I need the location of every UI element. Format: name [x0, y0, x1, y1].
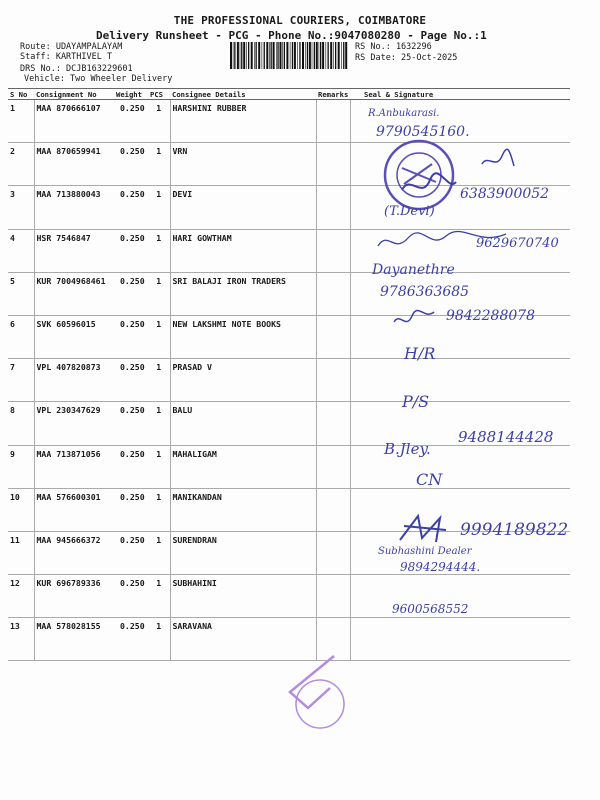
table-row: [8, 186, 570, 229]
col-header-remarks: Remarks: [318, 89, 349, 99]
company-title: THE PROFESSIONAL COURIERS, COIMBATORE: [173, 14, 427, 27]
cell-weight: 0.250: [114, 359, 148, 402]
barcode-bar: [273, 42, 275, 69]
cell-weight: 0.250: [114, 186, 148, 229]
cell-weight: 0.250: [114, 100, 148, 143]
cell-consignee: HARSHINI RUBBER: [170, 100, 316, 143]
cell-signature: [350, 186, 570, 229]
cell-consignment-no: MAA 576600301: [34, 488, 114, 531]
barcode-bar: [341, 42, 342, 69]
cell-consignment-no: KUR 7004968461: [34, 272, 114, 315]
drs-number: DRS No.: DCJB163229601: [20, 64, 133, 74]
cell-signature: [350, 100, 570, 143]
barcode-bar: [307, 42, 308, 69]
signature-name-5: Dayanethre: [372, 262, 455, 278]
cell-signature: [350, 618, 570, 661]
cell-consignment-no: MAA 713880043: [34, 186, 114, 229]
cell-sno: 9: [8, 445, 34, 488]
barcode-bar: [233, 42, 234, 69]
barcode-bar: [320, 42, 321, 69]
cell-remarks: [316, 402, 350, 445]
cell-sno: 4: [8, 229, 34, 272]
barcode-bar: [294, 42, 296, 69]
signature-phone-3: 6383900052: [460, 186, 550, 202]
cell-remarks: [316, 186, 350, 229]
cell-signature: [350, 531, 570, 574]
barcode-bar: [264, 42, 265, 69]
cell-sno: 2: [8, 143, 34, 186]
cell-consignment-no: VPL 407820873: [34, 359, 114, 402]
barcode-bar: [333, 42, 334, 69]
table-row: [8, 100, 570, 143]
barcode-bar: [248, 42, 249, 69]
cell-remarks: [316, 618, 350, 661]
bottom-stamp: [268, 652, 378, 732]
table-row: [8, 531, 570, 574]
cell-remarks: [316, 143, 350, 186]
col-header-pcs: PCS: [148, 89, 170, 100]
barcode-bar: [282, 42, 283, 69]
signature-name-9: B.Jley.: [384, 440, 431, 458]
signature-name-3: (T.Devi): [384, 204, 435, 219]
cell-sno: 3: [8, 186, 34, 229]
cell-signature: [350, 488, 570, 531]
cell-consignee: SARAVANA: [170, 618, 316, 661]
cell-signature: [350, 143, 570, 186]
cell-weight: 0.250: [114, 575, 148, 618]
signature-phone-9: 9488144428: [458, 428, 554, 446]
cell-consignee: SURENDRAN: [170, 531, 316, 574]
table-row: [8, 575, 570, 618]
barcode-bar: [258, 42, 260, 69]
barcode-bar: [290, 42, 291, 69]
cell-remarks: [316, 100, 350, 143]
cell-pcs: 1: [148, 100, 170, 143]
cell-consignee: MANIKANDAN: [170, 488, 316, 531]
barcode-bar: [319, 42, 320, 69]
barcode-bar: [343, 42, 344, 69]
cell-pcs: 1: [148, 229, 170, 272]
cell-signature: [350, 315, 570, 358]
cell-signature: [350, 359, 570, 402]
cell-consignment-no: MAA 713871056: [34, 445, 114, 488]
cell-sno: 5: [8, 272, 34, 315]
cell-sno: 13: [8, 618, 34, 661]
barcode-bar: [302, 42, 304, 69]
cell-remarks: [316, 315, 350, 358]
cell-sno: 8: [8, 402, 34, 445]
rs-date: RS Date: 25-Oct-2025: [355, 53, 458, 63]
cell-consignee: DEVI: [170, 186, 316, 229]
table-row: [8, 402, 570, 445]
col-header-signature: Seal & Signature: [350, 89, 570, 100]
barcode-bar: [284, 42, 285, 69]
signature-phone-5: 9786363685: [380, 284, 470, 300]
barcode-bar: [237, 42, 239, 69]
cell-signature: [350, 272, 570, 315]
cell-sno: 1: [8, 100, 34, 143]
barcode-bar: [316, 42, 318, 69]
barcode-bar: [326, 42, 327, 69]
cell-weight: 0.250: [114, 315, 148, 358]
cell-consignment-no: MAA 870659941: [34, 143, 114, 186]
cell-signature: [350, 402, 570, 445]
cell-pcs: 1: [148, 575, 170, 618]
cell-consignment-no: VPL 230347629: [34, 402, 114, 445]
cell-remarks: [316, 272, 350, 315]
cell-consignee: SRI BALAJI IRON TRADERS: [170, 272, 316, 315]
barcode-bar: [330, 42, 332, 69]
cell-consignment-no: MAA 578028155: [34, 618, 114, 661]
barcode-bar: [335, 42, 336, 69]
cell-pcs: 1: [148, 445, 170, 488]
cell-signature: [350, 575, 570, 618]
cell-weight: 0.250: [114, 618, 148, 661]
barcode-bar: [234, 42, 235, 69]
cell-consignment-no: KUR 696789336: [34, 575, 114, 618]
cell-remarks: [316, 359, 350, 402]
barcode-bar: [309, 42, 311, 69]
barcode-bar: [322, 42, 324, 69]
signature-phone-4: 9629670740: [476, 236, 559, 251]
cell-remarks: [316, 445, 350, 488]
table-row: [8, 229, 570, 272]
barcode: [230, 42, 350, 69]
runsheet-subtitle: Delivery Runsheet - PCG - Phone No.:9047080280 - Page No.:1: [96, 29, 487, 42]
cell-pcs: 1: [148, 531, 170, 574]
cell-weight: 0.250: [114, 531, 148, 574]
table-row: [8, 445, 570, 488]
barcode-bar: [254, 42, 255, 69]
barcode-bar: [312, 42, 313, 69]
barcode-bar: [286, 42, 288, 69]
cell-pcs: 1: [148, 402, 170, 445]
barcode-bar: [240, 42, 241, 69]
cell-weight: 0.250: [114, 229, 148, 272]
barcode-bar: [276, 42, 277, 69]
cell-sno: 10: [8, 488, 34, 531]
barcode-bar: [338, 42, 340, 69]
signature-note-7: H/R: [404, 344, 436, 363]
cell-consignee: MAHALIGAM: [170, 445, 316, 488]
cell-consignee: NEW LAKSHMI NOTE BOOKS: [170, 315, 316, 358]
cell-weight: 0.250: [114, 272, 148, 315]
barcode-bar: [266, 42, 268, 69]
cell-pcs: 1: [148, 272, 170, 315]
table-row: [8, 618, 570, 661]
col-header-weight: Weight: [114, 89, 148, 100]
table-row: [8, 359, 570, 402]
signature-note-8: P/S: [402, 392, 430, 411]
signature-phone-11: 9994189822: [460, 520, 569, 540]
cell-pcs: 1: [148, 618, 170, 661]
cell-consignee: BALU: [170, 402, 316, 445]
cell-consignment-no: MAA 870666107: [34, 100, 114, 143]
barcode-bar: [280, 42, 282, 69]
cell-consignment-no: MAA 945666372: [34, 531, 114, 574]
rs-number: RS No.: 1632296: [355, 42, 432, 52]
cell-consignment-no: SVK 60596015: [34, 315, 114, 358]
barcode-bar: [262, 42, 263, 69]
barcode-bar: [251, 42, 253, 69]
vehicle-label: Vehicle: Two Wheeler Delivery: [24, 74, 173, 84]
cell-remarks: [316, 575, 350, 618]
barcode-bar: [305, 42, 306, 69]
cell-remarks: [316, 531, 350, 574]
cell-pcs: 1: [148, 186, 170, 229]
cell-weight: 0.250: [114, 402, 148, 445]
signature-phone-6: 9842288078: [446, 308, 536, 324]
barcode-bar: [299, 42, 300, 69]
table-row: [8, 315, 570, 358]
barcode-bar: [256, 42, 257, 69]
route-label: Route: UDAYAMPALAYAM: [20, 42, 123, 52]
cell-sno: 11: [8, 531, 34, 574]
signature-name-1: R.Anbukarasi.: [368, 108, 440, 119]
col-header-consignee: Consignee Details: [170, 89, 316, 100]
cell-sno: 6: [8, 315, 34, 358]
cell-signature: [350, 445, 570, 488]
cell-remarks: [316, 229, 350, 272]
barcode-bar: [241, 42, 242, 69]
cell-pcs: 1: [148, 143, 170, 186]
cell-consignee: VRN: [170, 143, 316, 186]
runsheet-table: [8, 88, 570, 661]
barcode-bar: [243, 42, 245, 69]
cell-weight: 0.250: [114, 143, 148, 186]
barcode-bar: [271, 42, 272, 69]
barcode-bar: [292, 42, 293, 69]
table-row: [8, 272, 570, 315]
staff-label: Staff: KARTHIVEL T: [20, 52, 113, 62]
signature-phone-12: 9894294444.: [400, 560, 481, 574]
barcode-bar: [269, 42, 270, 69]
signature-name-12: Subhashini Dealer: [378, 546, 472, 557]
table-row: [8, 143, 570, 186]
barcode-bar: [246, 42, 247, 69]
signature-note-10: CN: [416, 470, 443, 489]
signature-phone-13: 9600568552: [392, 602, 469, 616]
cell-sno: 12: [8, 575, 34, 618]
cell-signature: [350, 229, 570, 272]
barcode-bar: [345, 42, 347, 69]
cell-consignment-no: HSR 7546847: [34, 229, 114, 272]
table-header-row: [8, 89, 570, 100]
cell-pcs: 1: [148, 488, 170, 531]
cell-remarks: [316, 488, 350, 531]
cell-consignee: HARI GOWTHAM: [170, 229, 316, 272]
barcode-bar: [314, 42, 315, 69]
cell-pcs: 1: [148, 359, 170, 402]
cell-consignee: SUBHAHINI: [170, 575, 316, 618]
col-header-sno: S No: [8, 89, 34, 100]
cell-sno: 7: [8, 359, 34, 402]
cell-consignee: PRASAD V: [170, 359, 316, 402]
barcode-bar: [230, 42, 232, 69]
barcode-bar: [297, 42, 298, 69]
cell-weight: 0.250: [114, 445, 148, 488]
barcode-bar: [277, 42, 278, 69]
signature-phone-1: 9790545160.: [376, 124, 470, 140]
cell-pcs: 1: [148, 315, 170, 358]
table-row: [8, 488, 570, 531]
barcode-bar: [328, 42, 329, 69]
col-header-consignment: Consignment No: [34, 89, 114, 100]
cell-weight: 0.250: [114, 488, 148, 531]
